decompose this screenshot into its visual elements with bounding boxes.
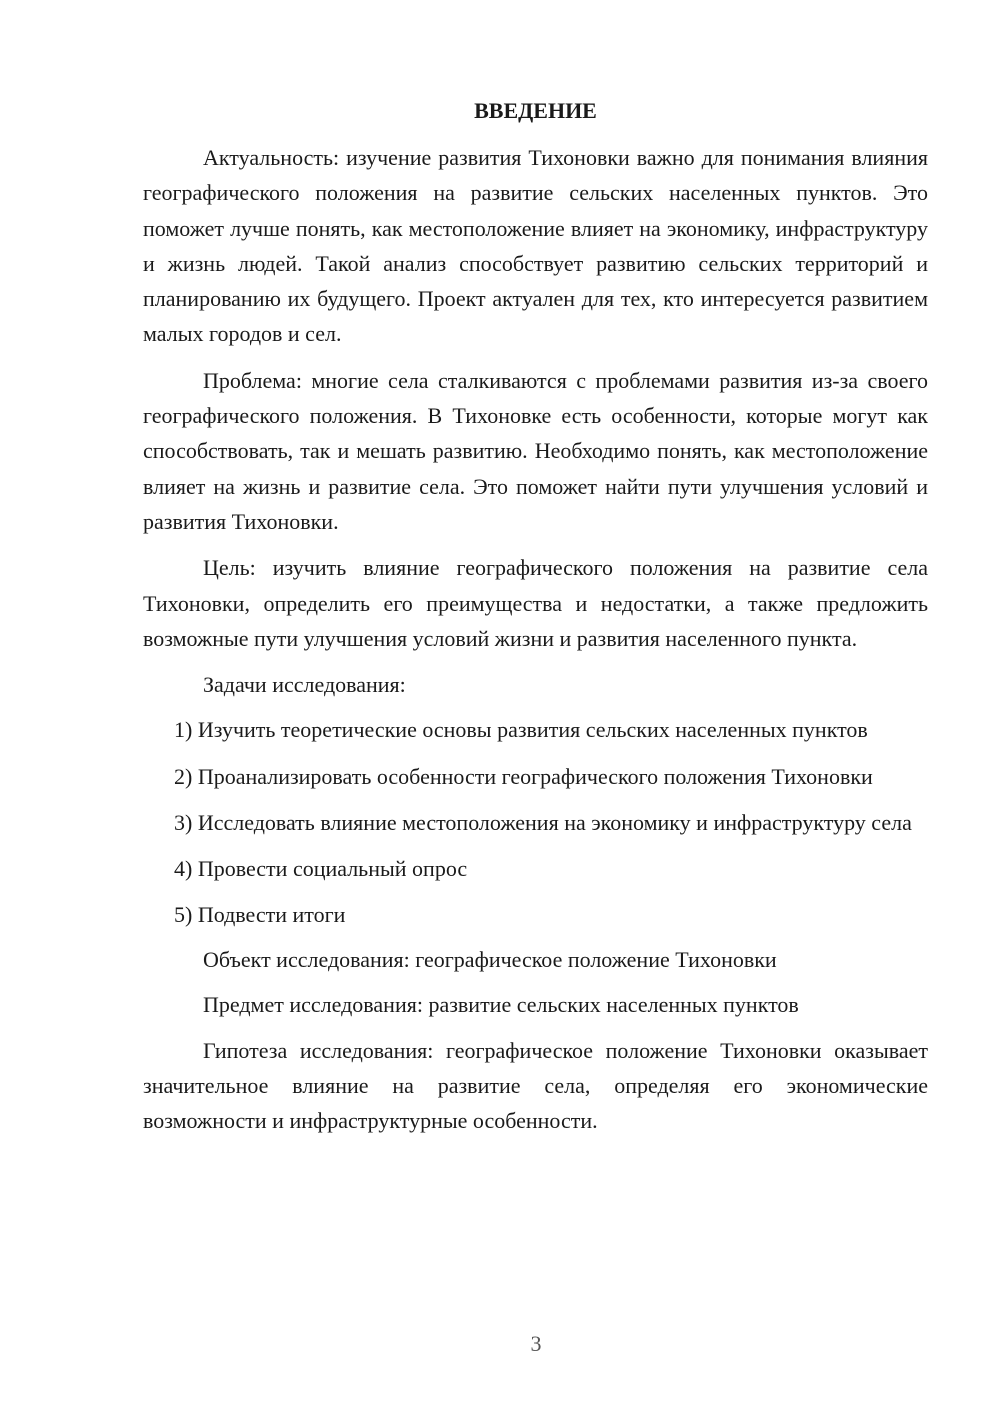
page-number: 3 <box>530 1331 542 1356</box>
tasks-title: Задачи исследования: <box>203 672 406 698</box>
subject-paragraph: Предмет исследования: развитие сельских населенных пунктов <box>203 992 799 1018</box>
task-item-5: 5) Подвести итоги <box>174 901 346 927</box>
section-heading: ВВЕДЕНИЕ <box>474 98 597 123</box>
object-paragraph: Объект исследования: географическое положение Тихоновки <box>203 946 777 972</box>
relevance-paragraph: Актуальность: изучение развития Тихоновки важно для понимания влияния географического положения на развитие сельских населенных пунктов. Это поможет лучше понять, как местоположение влияет на экономику, инфраструктуру и жизнь людей. Такой анализ способствует развитию сельских территорий и планированию их будущего. Проект актуален для тех, кто интересуется развитием малых городов и сел. <box>143 145 928 347</box>
task-item-1: 1) Изучить теоретические основы развития сельских населенных пунктов <box>174 717 868 743</box>
task-item-4: 4) Провести социальный опрос <box>174 856 468 882</box>
task-item-2: 2) Проанализировать особенности географического положения Тихоновки <box>174 763 873 789</box>
problem-paragraph: Проблема: многие села сталкиваются с проблемами развития из-за своего географического положения. В Тихоновке есть особенности, которые могут как способствовать, так и мешать развитию. Необходимо понять, как местоположение влияет на жизнь и развитие села. Это поможет найти пути улучшения условий и развития Тихоновки. <box>143 367 928 534</box>
task-item-3: 3) Исследовать влияние местоположения на экономику и инфраструктуру села <box>174 810 912 836</box>
goal-paragraph: Цель: изучить влияние географического положения на развитие села Тихоновки, определить его преимущества и недостатки, а также предложить возможные пути улучшения условий жизни и развития населенного пункта. <box>143 555 928 651</box>
document-page <box>143 93 928 1149</box>
hypothesis-paragraph: Гипотеза исследования: географическое положение Тихоновки оказывает значительное влияние на развитие села, определяя его экономические возможности и инфраструктурные особенности. <box>143 1037 928 1134</box>
